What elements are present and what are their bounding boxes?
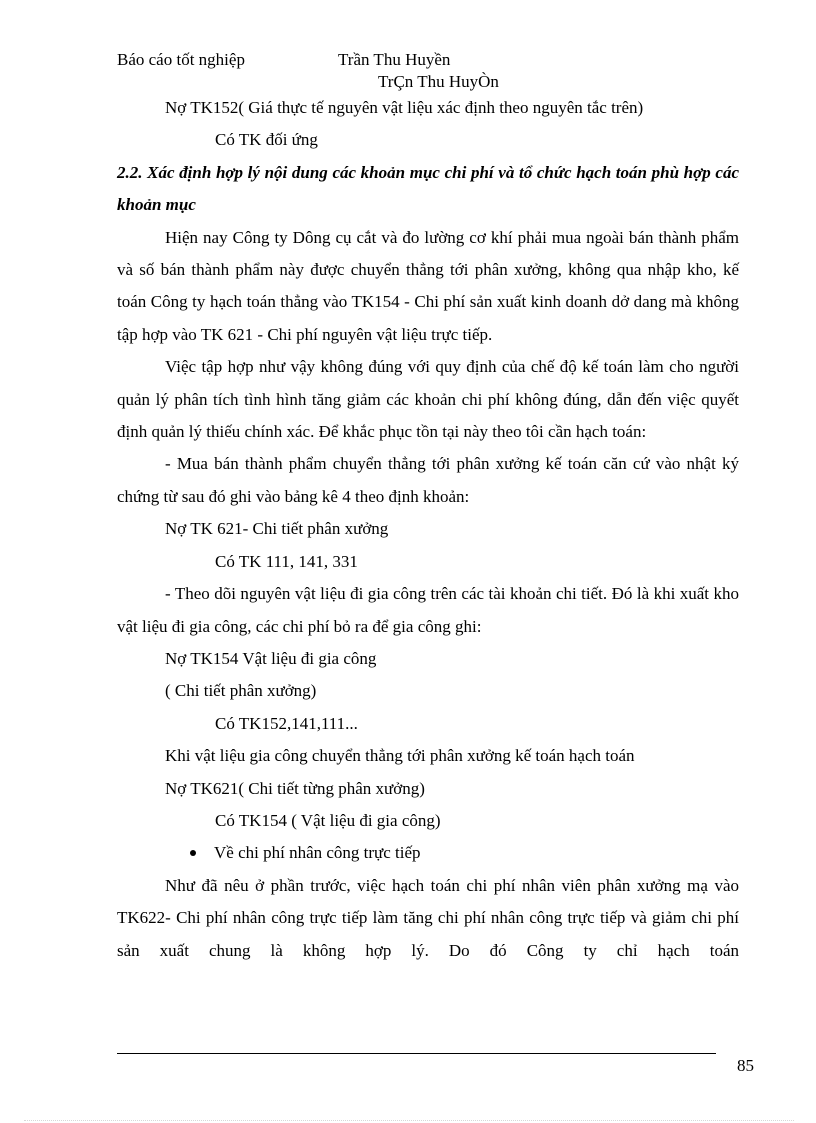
entry-no-tk154: Nợ TK154 Vật liệu đi gia công [165,648,377,668]
entry-co-tk-doi-ung: Có TK đối ứng [215,130,318,150]
footer-rule [117,1053,716,1054]
paragraph-4: - Theo dõi nguyên vật liệu đi gia công trên các tài khoản chi tiết. Đó là khi xuất kho vật liệu đi gia công, các chi phí bỏ ra để gia công ghi: [117,584,739,636]
paragraph-1: Hiện nay Công ty Dông cụ cắt và đo lường cơ khí phải mua ngoài bán thành phẩm và số bán thành phẩm này được chuyển thẳng tới phân xưởng, không qua nhập kho, kế toán Công ty hạch toán thẳng vào TK154 - Chi phí sản xuất kinh doanh dở dang mà không tập hợp vào TK 621 - Chi phí nguyên vật liệu trực tiếp. [117,227,739,344]
entry-khi-vat-lieu: Khi vật liệu gia công chuyển thẳng tới phân xưởng kế toán hạch toán [165,746,635,766]
bullet-item [117,837,739,869]
entry-no-tk621: Nợ TK 621- Chi tiết phân xưởng [165,519,389,539]
entry-co-tk111: Có TK 111, 141, 331 [215,551,358,571]
paragraph-5: Như đã nêu ở phần trước, việc hạch toán chi phí nhân viên phân xưởng mạ vào TK622- Chi phí nhân công trực tiếp làm tăng chi phí nhân công trực tiếp và giảm chi phí sản xuất chung là không hợp lý. Do đó Công ty chỉ hạch toán [117,875,739,960]
header-report-label: Báo cáo tốt nghiệp [117,50,245,69]
entry-co-tk152: Có TK152,141,111... [215,713,358,733]
entry-no-tk621b: Nợ TK621( Chi tiết từng phân xưởng) [165,778,425,798]
section-heading: 2.2. Xác định hợp lý nội dung các khoản mục chi phí và tổ chức hạch toán phù hợp các khoản mục [117,162,739,215]
entry-chi-tiet: ( Chi tiết phân xưởng) [165,681,317,701]
paragraph-2: Việc tập hợp như vậy không đúng với quy định của chế độ kế toán làm cho người quản lý phân tích tình hình tăng giảm các khoản chi phí không đúng, dẫn đến việc quyết định quản lý thiếu chính xác. Để khắc phục tồn tại này theo tôi cần hạch toán: [117,357,739,442]
page-number: 85 [737,1056,754,1075]
header-author-name-garbled: TrÇn Thu HuyÒn [378,72,499,91]
entry-co-tk154: Có TK154 ( Vật liệu đi gia công) [215,810,441,830]
paragraph-3: - Mua bán thành phẩm chuyển thẳng tới phân xưởng kế toán căn cứ vào nhật ký chứng từ sau đó ghi vào bảng kê 4 theo định khoản: [117,454,739,506]
document-body [117,92,739,967]
entry-no-tk152: Nợ TK152( Giá thực tế nguyên vật liệu xác định theo nguyên tắc trên) [165,98,644,117]
bullet-text: Về chi phí nhân công trực tiếp [214,843,421,863]
header-author-name: Trần Thu Huyền [338,50,451,69]
page-bottom-dotted-border [24,1120,794,1121]
